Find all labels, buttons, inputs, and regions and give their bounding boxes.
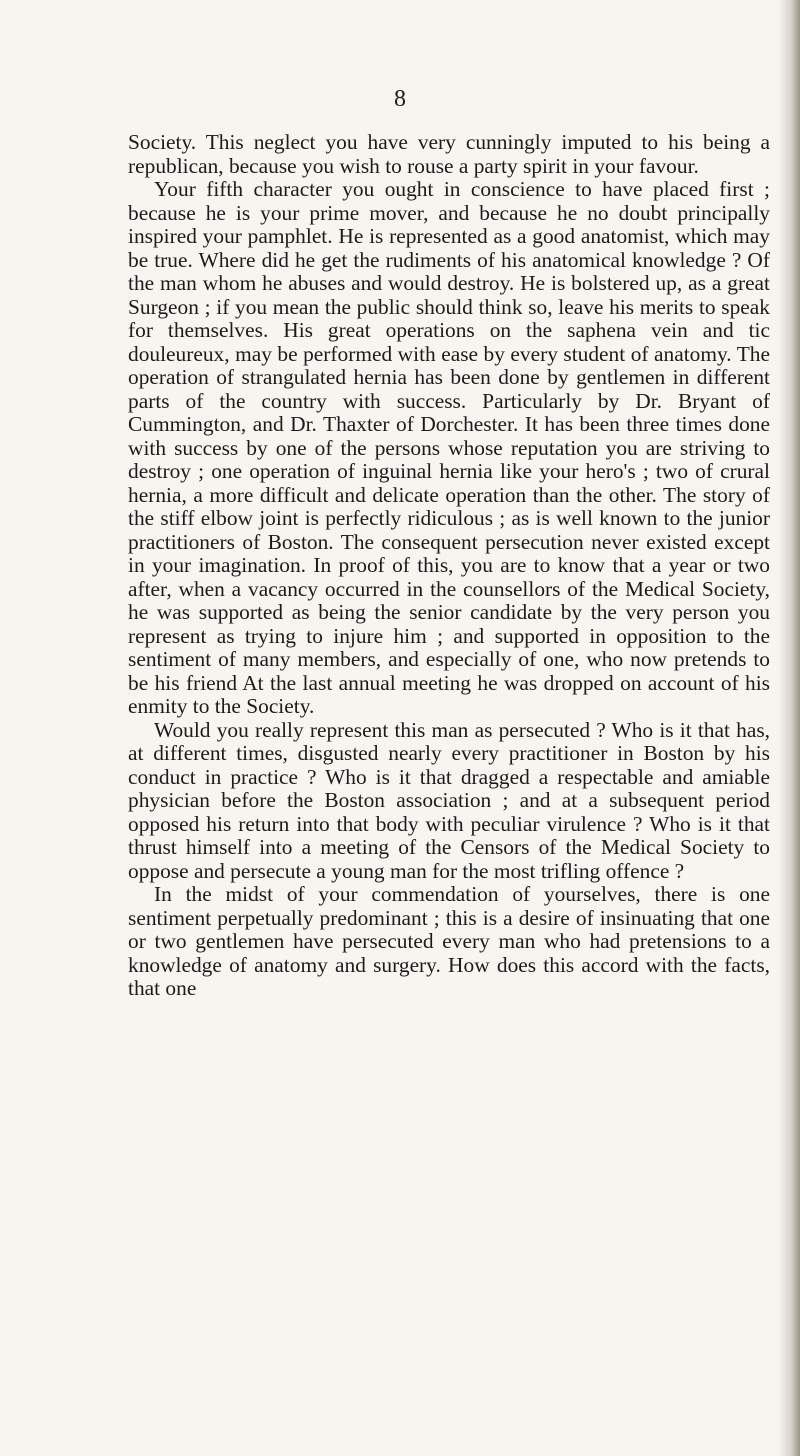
paragraph-3: Would you really represent this man as persecuted ? Who is it that has, at different times, disgusted nearly every practitioner in Boston by his conduct in practice ? Who is it that dragged a respectable and amiable physician before the Boston association ; and at a subsequent period opposed his return into that body with peculiar virulence ? Who is it that thrust himself into a meeting of the Censors of the Medical Society to oppose and persecute a young man for the most trifling offence ? (128, 717, 770, 883)
page-edge-shadow (778, 0, 800, 1456)
paragraph-4: In the midst of your commendation of yourselves, there is one sentiment perpetually predominant ; this is a desire of insinuating that one or two gentlemen have persecuted every man who had pretensions to a knowledge of anatomy and surgery. How does this accord with the facts, that one (128, 882, 770, 1000)
paragraph-1: Society. This neglect you have very cunningly imputed to his being a republican, because you wish to rouse a party spirit in your favour. (128, 130, 770, 178)
page-number: 8 (394, 86, 406, 112)
body-text (128, 131, 770, 1001)
paragraph-2: Your fifth character you ought in conscience to have placed first ; because he is your prime mover, and because he no doubt principally inspired your pamphlet. He is represented as a good anatomist, which may be true. Where did he get the rudiments of his anatomical knowledge ? Of the man whom he abuses and would destroy. He is bolstered up, as a great Surgeon ; if you mean the public should think so, leave his merits to speak for themselves. His great operations on the saphena vein and tic douleureux, may be performed with ease by every student of anatomy. The operation of strangulated hernia has been done by gentlemen in different parts of the country with success. Particularly by Dr. Bryant of Cummington, and Dr. Thaxter of Dorchester. It has been three times done with success by one of the persons whose reputation you are striving to destroy ; one operation of inguinal hernia like your hero's ; two of crural hernia, a more difficult and delicate operation than the other. The story of the stiff elbow joint is perfectly ridiculous ; as is well known to the junior practitioners of Boston. The consequent persecution never existed except in your imagination. In proof of this, you are to know that a year or two after, when a vacancy occurred in the counsellors of the Medical Society, he was supported as being the senior candidate by the very person you represent as trying to injure him ; and supported in opposition to the sentiment of many members, and especially of one, who now pretends to be his friend At the last annual meeting he was dropped on account of his enmity to the Society. (128, 177, 770, 718)
